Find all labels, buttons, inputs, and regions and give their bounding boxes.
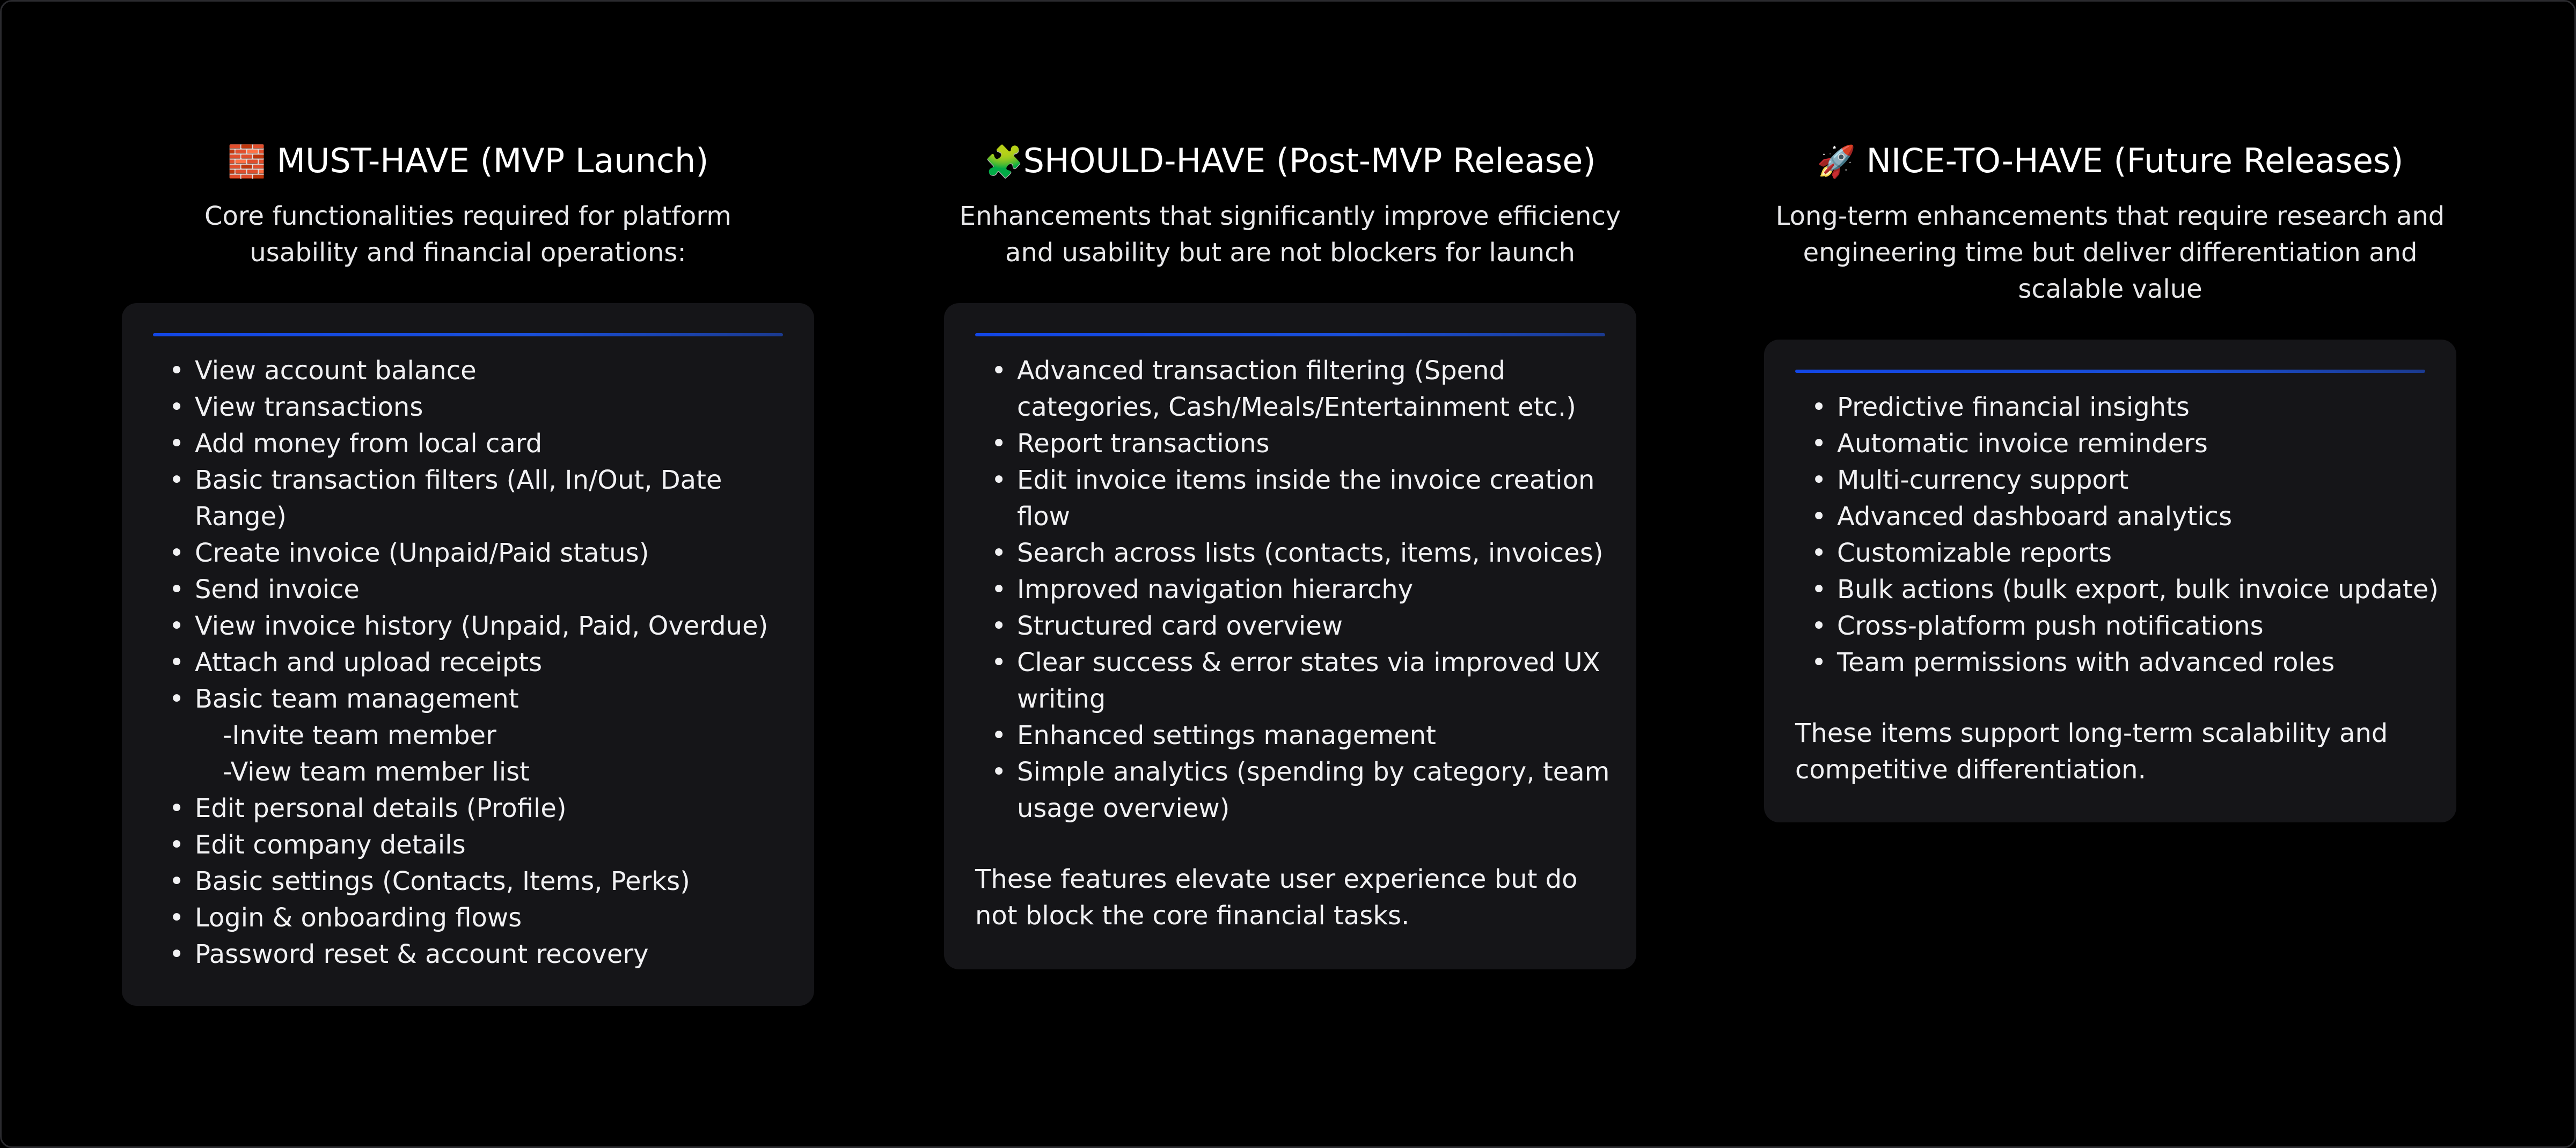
list-item [153, 717, 793, 754]
bullet-icon: • [1811, 538, 1827, 568]
note-line: These features elevate user experience but do [975, 864, 1578, 894]
list-item-text: Edit invoice items inside the invoice creation [1017, 465, 1595, 495]
list-item [153, 644, 793, 681]
list-item-text: Edit personal details (Profile) [195, 793, 567, 823]
must-have-title-text: MUST-HAVE (MVP Launch) [276, 141, 709, 180]
list-item [153, 535, 793, 571]
should-have-description [944, 198, 1636, 271]
list-item [1795, 389, 2435, 425]
bullet-icon: • [169, 939, 185, 969]
bullet-icon: • [991, 538, 1007, 568]
list-item [975, 571, 1615, 608]
list-item-text: Basic settings (Contacts, Items, Perks) [195, 866, 690, 896]
bullet-icon: • [169, 793, 185, 823]
list-item-text: usage overview) [1017, 793, 1230, 823]
puzzle-icon: 🧩 [984, 143, 1023, 180]
note-line: competitive differentiation. [1795, 755, 2146, 785]
list-item-text: Team permissions with advanced roles [1837, 647, 2335, 678]
bullet-icon: • [169, 647, 185, 678]
list-item-text: Advanced dashboard analytics [1837, 502, 2233, 532]
list-item-text: categories, Cash/Meals/Entertainment etc.) [1017, 392, 1576, 422]
list-item-text: Customizable reports [1837, 538, 2112, 568]
bullet-icon: • [991, 575, 1007, 605]
list-item [975, 425, 1615, 462]
list-item-text: Cross-platform push notifications [1837, 611, 2264, 641]
list-item [1795, 571, 2439, 608]
bullet-icon: • [1811, 429, 1827, 459]
nice-to-have-list [1795, 389, 2439, 681]
rocket-icon: 🚀 [1817, 143, 1856, 180]
list-item-text: Automatic invoice reminders [1837, 429, 2208, 459]
list-item [975, 717, 1615, 754]
list-item [975, 462, 1615, 535]
list-item-text: Improved navigation hierarchy [1017, 575, 1414, 605]
list-item-text: Simple analytics (spending by category, team [1017, 757, 1610, 787]
list-item [975, 644, 1615, 717]
bullet-icon: • [1811, 392, 1827, 422]
list-item-text: Login & onboarding flows [195, 903, 522, 933]
list-item-text: Multi-currency support [1837, 465, 2129, 495]
list-item-text: flow [1017, 502, 1070, 532]
description-line: Long-term enhancements that require research and [1775, 201, 2445, 231]
list-item-text: View account balance [195, 356, 477, 386]
list-item-text: Structured card overview [1017, 611, 1343, 641]
bullet-icon: • [1811, 465, 1827, 495]
bullet-icon: • [991, 720, 1007, 750]
nice-to-have-title-text: NICE-TO-HAVE (Future Releases) [1866, 141, 2404, 180]
bullet-icon: • [169, 611, 185, 641]
list-item-text: -Invite team member [223, 720, 496, 750]
list-item [153, 462, 793, 535]
list-item [975, 754, 1615, 827]
description-line: and usability but are not blockers for launch [1005, 238, 1575, 268]
list-item-text: Basic transaction filters (All, In/Out, Date [195, 465, 722, 495]
list-item-text: Attach and upload receipts [195, 647, 543, 678]
list-item [1795, 608, 2435, 644]
list-item [153, 681, 793, 717]
list-item-text: Enhanced settings management [1017, 720, 1436, 750]
bullet-icon: • [1811, 575, 1827, 605]
list-item [153, 827, 793, 863]
accent-divider [975, 333, 1605, 336]
list-item-text: View invoice history (Unpaid, Paid, Overdue) [195, 611, 769, 641]
list-item [1795, 535, 2435, 571]
bullet-icon: • [991, 465, 1007, 495]
list-item [153, 936, 793, 973]
list-item-text: Predictive financial insights [1837, 392, 2190, 422]
should-have-card [944, 303, 1636, 969]
should-have-list [975, 352, 1615, 827]
bullet-icon: • [991, 611, 1007, 641]
brick-icon: 🧱 [227, 143, 266, 180]
bullet-icon: • [991, 757, 1007, 787]
description-line: Enhancements that significantly improve efficiency [959, 201, 1621, 231]
list-item [153, 571, 793, 608]
bullet-icon: • [169, 356, 185, 386]
bullet-icon: • [169, 465, 185, 495]
list-item-text: -View team member list [223, 757, 530, 787]
accent-divider [1795, 370, 2425, 373]
bullet-icon: • [1811, 502, 1827, 532]
nice-to-have-note [1795, 715, 2435, 788]
bullet-icon: • [169, 429, 185, 459]
list-item [153, 754, 793, 790]
description-line: engineering time but deliver differentiation and [1803, 238, 2418, 268]
list-item [153, 863, 793, 900]
list-item-text: View transactions [195, 392, 423, 422]
bullet-icon: • [169, 538, 185, 568]
must-have-card [122, 303, 814, 1006]
list-item-text: Report transactions [1017, 429, 1270, 459]
bullet-icon: • [1811, 647, 1827, 678]
list-item [153, 425, 793, 462]
should-have-note [975, 861, 1615, 934]
list-item [1795, 498, 2435, 535]
bullet-icon: • [169, 684, 185, 714]
bullet-icon: • [991, 356, 1007, 386]
list-item [153, 608, 793, 644]
bullet-icon: • [169, 866, 185, 896]
list-item [153, 389, 793, 425]
nice-to-have-card [1764, 340, 2456, 822]
bullet-icon: • [169, 392, 185, 422]
must-have-description [122, 198, 814, 271]
list-item [1795, 425, 2435, 462]
nice-to-have-description [1764, 198, 2456, 307]
nice-to-have-title [1764, 137, 2456, 186]
list-item [975, 608, 1615, 644]
note-line: not block the core financial tasks. [975, 901, 1410, 931]
list-item [1795, 462, 2435, 498]
list-item-text: Clear success & error states via improved UX [1017, 647, 1600, 678]
bullet-icon: • [1811, 611, 1827, 641]
list-item-text: writing [1017, 684, 1106, 714]
list-item-text: Send invoice [195, 575, 360, 605]
must-have-title [122, 137, 814, 186]
should-have-title [944, 137, 1636, 186]
list-item [1795, 644, 2435, 681]
list-item-text: Add money from local card [195, 429, 543, 459]
should-have-title-text: SHOULD-HAVE (Post-MVP Release) [1023, 141, 1596, 180]
bullet-icon: • [169, 903, 185, 933]
list-item [153, 352, 793, 389]
list-item-text: Range) [195, 502, 287, 532]
note-line: These items support long-term scalability and [1795, 718, 2388, 748]
description-line: scalable value [2018, 274, 2202, 304]
list-item-text: Search across lists (contacts, items, invoices) [1017, 538, 1604, 568]
description-line: usability and financial operations: [250, 238, 686, 268]
list-item-text: Basic team management [195, 684, 519, 714]
list-item [153, 790, 793, 827]
list-item-text: Password reset & account recovery [195, 939, 649, 969]
bullet-icon: • [991, 429, 1007, 459]
list-item-text: Create invoice (Unpaid/Paid status) [195, 538, 649, 568]
list-item-text: Edit company details [195, 830, 466, 860]
list-item [153, 900, 793, 936]
list-item [975, 535, 1615, 571]
must-have-list [153, 352, 793, 973]
bullet-icon: • [991, 647, 1007, 678]
accent-divider [153, 333, 783, 336]
bullet-icon: • [169, 575, 185, 605]
description-line: Core functionalities required for platform [204, 201, 732, 231]
list-item-text: Bulk actions (bulk export, bulk invoice update) [1837, 575, 2439, 605]
list-item-text: Advanced transaction filtering (Spend [1017, 356, 1505, 386]
bullet-icon: • [169, 830, 185, 860]
list-item [975, 352, 1615, 425]
